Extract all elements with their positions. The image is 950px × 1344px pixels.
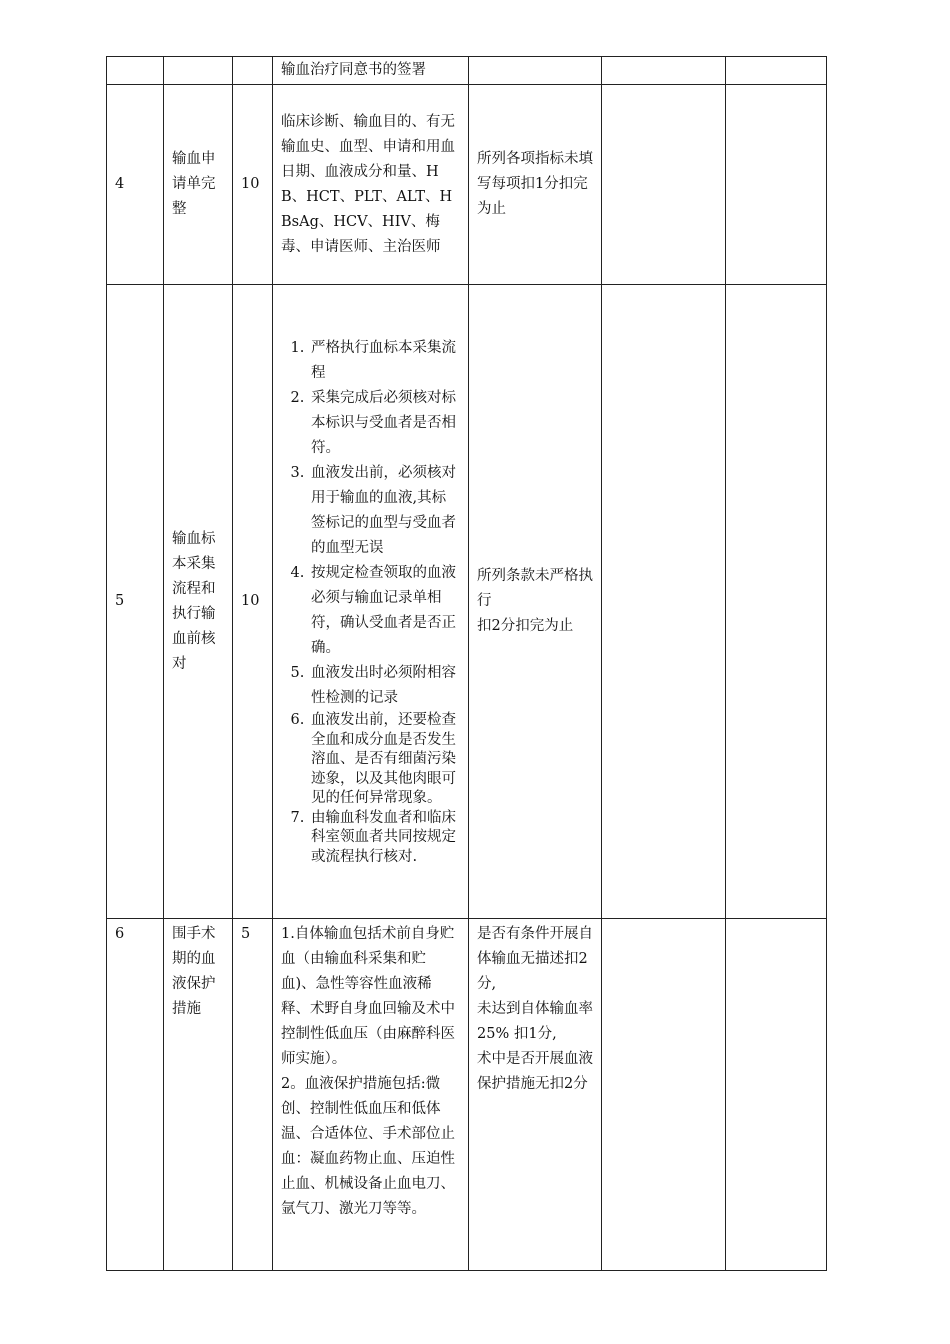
item-deduction bbox=[469, 285, 602, 919]
deduction-line: 未达到自体输血率25% 扣1分, bbox=[477, 1001, 593, 1042]
table-row bbox=[107, 919, 827, 1271]
deduction-line: 所列条款未严格执行 bbox=[477, 568, 593, 609]
item-number: 4 bbox=[107, 85, 164, 285]
item-name: 输血标本采集流程和执行输血前核对 bbox=[164, 285, 233, 919]
list-item: 1. 严格执行血标本采集流程 bbox=[309, 336, 460, 386]
standard-line: 1.自体输血包括术前自身贮血（由输血科采集和贮血)、急性等容性血液稀释、术野自身血回输及术中控制性低血压（由麻醉科医师实施）。 bbox=[281, 926, 455, 1067]
table-row bbox=[107, 85, 827, 285]
empty-cell bbox=[726, 285, 827, 919]
item-score bbox=[233, 57, 273, 85]
empty-cell bbox=[602, 57, 726, 85]
empty-cell bbox=[726, 85, 827, 285]
table-row bbox=[107, 285, 827, 919]
item-number bbox=[107, 57, 164, 85]
list-item: 5. 血液发出时必须附相容性检测的记录 bbox=[309, 661, 460, 711]
item-score: 10 bbox=[233, 285, 273, 919]
item-name bbox=[164, 57, 233, 85]
item-deduction bbox=[469, 57, 602, 85]
item-standard bbox=[273, 285, 469, 919]
item-standard: 临床诊断、输血目的、有无输血史、血型、申请和用血日期、血液成分和量、HB、HCT、PLT、ALT、HBsAg、HCV、HIV、梅毒、申请医师、主治医师 bbox=[273, 85, 469, 285]
deduction-line: 扣2分扣完为止 bbox=[477, 618, 574, 634]
deduction-line: 是否有条件开展自体输血无描述扣2分, bbox=[477, 926, 593, 992]
empty-cell bbox=[602, 85, 726, 285]
item-score: 5 bbox=[233, 919, 273, 1271]
item-name: 围手术期的血液保护措施 bbox=[164, 919, 233, 1271]
item-score: 10 bbox=[233, 85, 273, 285]
item-deduction: 所列各项指标未填写每项扣1分扣完为止 bbox=[469, 85, 602, 285]
item-number: 6 bbox=[107, 919, 164, 1271]
standard-line: 2。血液保护措施包括:微创、控制性低血压和低体温、合适体位、手术部位止血：凝血药物止血、压迫性止血、机械设备止血电刀、氩气刀、激光刀等等。 bbox=[281, 1076, 455, 1217]
item-number: 5 bbox=[107, 285, 164, 919]
empty-cell bbox=[726, 57, 827, 85]
empty-cell bbox=[602, 919, 726, 1271]
standard-list bbox=[281, 336, 460, 867]
list-item: 6. 血液发出前，还要检查全血和成分血是否发生溶血、是否有细菌污染迹象，以及其他肉眼可见的任何异常现象。 bbox=[309, 711, 460, 809]
list-item: 7. 由输血科发血者和临床科室领血者共同按规定或流程执行核对. bbox=[309, 809, 460, 868]
item-deduction bbox=[469, 919, 602, 1271]
list-item: 4. 按规定检查领取的血液必须与输血记录单相符，确认受血者是否正确。 bbox=[309, 561, 460, 661]
item-standard: 输血治疗同意书的签署 bbox=[273, 57, 469, 85]
table-row bbox=[107, 57, 827, 85]
list-item: 3. 血液发出前，必须核对用于输血的血液,其标签标记的血型与受血者的血型无误 bbox=[309, 461, 460, 561]
deduction-line: 术中是否开展血液保护措施无扣2分 bbox=[477, 1051, 593, 1092]
item-name: 输血申请单完整 bbox=[164, 85, 233, 285]
list-item: 2. 采集完成后必须核对标本标识与受血者是否相符。 bbox=[309, 386, 460, 461]
item-standard bbox=[273, 919, 469, 1271]
evaluation-table bbox=[106, 56, 827, 1271]
empty-cell bbox=[726, 919, 827, 1271]
empty-cell bbox=[602, 285, 726, 919]
